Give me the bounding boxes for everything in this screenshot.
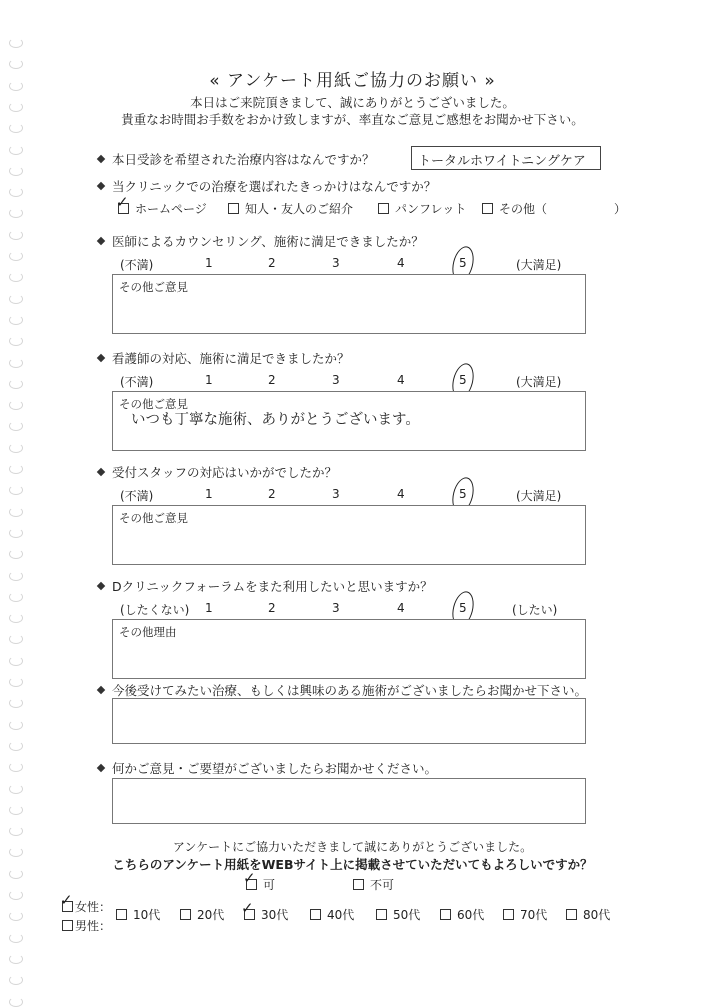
option-homepage-label: ホームページ	[135, 202, 207, 216]
binder-hole-icon	[9, 826, 23, 836]
binder-hole-icon	[9, 549, 23, 559]
rating-option-5[interactable]: 5	[459, 256, 467, 270]
checkbox-age[interactable]	[116, 909, 127, 920]
diamond-bullet-icon	[97, 468, 105, 476]
age-option-label: 10代	[133, 908, 161, 922]
age-option-20s[interactable]	[180, 906, 224, 923]
check-mark-icon: ✓	[116, 193, 129, 211]
question-4-text: 看護師の対応、施術に満足できましたか？	[112, 351, 350, 366]
binder-hole-icon	[9, 272, 23, 282]
question-6	[98, 577, 433, 595]
option-pamphlet-label: パンフレット	[395, 202, 467, 216]
checkbox-age[interactable]	[310, 909, 321, 920]
rating-option-4[interactable]: 4	[397, 373, 405, 387]
checkbox-age[interactable]	[376, 909, 387, 920]
publish-no[interactable]	[353, 876, 394, 893]
age-option-70s[interactable]	[503, 906, 547, 923]
binder-hole-icon	[9, 230, 23, 240]
scale-high-label: (大満足)	[516, 489, 562, 503]
age-option-label: 50代	[393, 908, 421, 922]
comment-box-5[interactable]	[112, 505, 586, 565]
age-option-label: 30代	[261, 908, 289, 922]
binder-hole-icon	[9, 38, 23, 48]
binder-hole-icon	[9, 698, 23, 708]
binder-hole-icon	[9, 294, 23, 304]
checkbox-male[interactable]	[62, 920, 73, 931]
binder-hole-icon	[9, 251, 23, 261]
diamond-bullet-icon	[97, 582, 105, 590]
question-1-text: 本日受診を希望された治療内容はなんですか？	[112, 152, 375, 167]
comment-box-label: その他理由	[119, 625, 177, 639]
check-mark-icon: ✓	[241, 899, 254, 917]
question-2	[98, 177, 436, 195]
binder-hole-icon	[9, 336, 23, 346]
question-8-text: 何かご意見・ご要望がございましたらお聞かせください。	[112, 761, 438, 776]
scale-low-label: (不満)	[120, 375, 154, 389]
handwritten-comment: いつも丁寧な施術、ありがとうございます。	[131, 412, 420, 428]
binder-hole-icon	[9, 379, 23, 389]
option-other[interactable]	[482, 200, 547, 217]
checkbox-age[interactable]	[566, 909, 577, 920]
question-5	[98, 463, 337, 481]
treatment-answer-field[interactable]	[411, 146, 601, 170]
binder-hole-icon	[9, 890, 23, 900]
binder-hole-icon	[9, 166, 23, 176]
binder-hole-icon	[9, 571, 23, 581]
diamond-bullet-icon	[97, 155, 105, 163]
binder-hole-icon	[9, 997, 23, 1007]
question-7-text: 今後受けてみたい治療、もしくは興味のある施術がございましたらお聞かせ下さい。	[112, 683, 588, 698]
age-option-40s[interactable]	[310, 906, 354, 923]
binder-hole-icon	[9, 784, 23, 794]
rating-option-3[interactable]: 3	[332, 601, 340, 615]
publish-no-label: 不可	[370, 878, 395, 892]
diamond-bullet-icon	[97, 686, 105, 694]
rating-option-3[interactable]: 3	[332, 487, 340, 501]
rating-option-1[interactable]: 1	[205, 601, 213, 615]
diamond-bullet-icon	[97, 237, 105, 245]
binder-hole-icon	[9, 421, 23, 431]
binder-hole-icon	[9, 315, 23, 325]
binder-hole-icon	[9, 208, 23, 218]
binder-hole-icon	[9, 656, 23, 666]
rating-option-4[interactable]: 4	[397, 601, 405, 615]
question-5-text: 受付スタッフの対応はいかがでしたか？	[112, 465, 338, 480]
gender-male[interactable]	[62, 917, 111, 934]
age-option-label: 40代	[327, 908, 355, 922]
check-mark-icon: ✓	[243, 869, 256, 887]
diamond-bullet-icon	[97, 354, 105, 362]
question-6-text: Dクリニックフォーラムをまた利用したいと思いますか？	[112, 579, 433, 594]
question-7	[98, 681, 587, 699]
comment-box-4[interactable]	[112, 391, 586, 451]
rating-option-5[interactable]: 5	[459, 373, 467, 387]
checkbox-publish-no[interactable]	[353, 879, 364, 890]
rating-option-5[interactable]: 5	[459, 601, 467, 615]
rating-option-2[interactable]: 2	[268, 601, 276, 615]
binder-hole-icon	[9, 975, 23, 985]
binder-hole-icon	[9, 720, 23, 730]
option-referral[interactable]	[228, 200, 353, 217]
checkbox-other[interactable]	[482, 203, 493, 214]
comment-box-label: その他ご意見	[119, 511, 188, 525]
intro-line-1: 本日はご来院頂きまして、誠にありがとうございました。	[190, 95, 515, 110]
checkbox-pamphlet[interactable]	[378, 203, 389, 214]
binder-hole-icon	[9, 954, 23, 964]
publish-yes-label: 可	[263, 878, 276, 892]
question-2-text: 当クリニックでの治療を選ばれたきっかけはなんですか？	[112, 179, 437, 194]
question-8	[98, 759, 437, 777]
scale-low-label: (不満)	[120, 258, 154, 272]
future-treatment-box[interactable]	[112, 698, 586, 744]
binder-hole-icon	[9, 443, 23, 453]
age-option-60s[interactable]	[440, 906, 484, 923]
option-pamphlet[interactable]	[378, 200, 466, 217]
rating-option-1[interactable]: 1	[205, 256, 213, 270]
diamond-bullet-icon	[97, 182, 105, 190]
rating-option-3[interactable]: 3	[332, 373, 340, 387]
closing-thanks: アンケートにご協力いただきまして誠にありがとうございました。	[172, 840, 533, 854]
age-option-50s[interactable]	[376, 906, 420, 923]
binder-hole-icon	[9, 592, 23, 602]
age-option-label: 70代	[520, 908, 548, 922]
comment-box-3[interactable]	[112, 274, 586, 334]
gender-female-label: 女性：	[75, 900, 112, 914]
rating-option-4[interactable]: 4	[397, 487, 405, 501]
question-4	[98, 349, 350, 367]
checkbox-age[interactable]	[180, 909, 191, 920]
rating-option-2[interactable]: 2	[268, 373, 276, 387]
binder-hole-icon	[9, 762, 23, 772]
checkbox-referral[interactable]	[228, 203, 239, 214]
option-other-label: その他（	[499, 202, 548, 216]
scale-high-label: (大満足)	[516, 258, 562, 272]
question-3	[98, 232, 424, 250]
question-3-text: 医師によるカウンセリング、施術に満足できましたか？	[112, 234, 424, 249]
binder-hole-icon	[9, 933, 23, 943]
comment-box-label: その他ご意見	[119, 397, 188, 411]
binder-hole-icon	[9, 741, 23, 751]
binder-hole-icon	[9, 677, 23, 687]
binder-hole-icon	[9, 911, 23, 921]
binder-hole-icon	[9, 464, 23, 474]
gender-male-label: 男性：	[75, 919, 112, 933]
binder-hole-icon	[9, 187, 23, 197]
age-option-label: 80代	[583, 908, 611, 922]
rating-option-3[interactable]: 3	[332, 256, 340, 270]
option-other-close: ）	[614, 202, 627, 216]
rating-option-2[interactable]: 2	[268, 487, 276, 501]
rating-option-5[interactable]: 5	[459, 487, 467, 501]
binder-hole-icon	[9, 634, 23, 644]
rating-option-2[interactable]: 2	[268, 256, 276, 270]
scale-high-label: (大満足)	[516, 375, 562, 389]
treatment-answer: トータルホワイトニングケア	[418, 154, 586, 169]
rating-option-1[interactable]: 1	[205, 373, 213, 387]
scale-low-label: (不満)	[120, 489, 154, 503]
binder-hole-icon	[9, 507, 23, 517]
binder-hole-icon	[9, 358, 23, 368]
checkbox-age[interactable]	[440, 909, 451, 920]
diamond-bullet-icon	[97, 764, 105, 772]
option-referral-label: 知人・友人のご紹介	[245, 202, 354, 216]
comment-box-6[interactable]	[112, 619, 586, 679]
rating-option-1[interactable]: 1	[205, 487, 213, 501]
intro-line-2: 貴重なお時間お手数をおかけ致しますが、率直なご意見ご感想をお聞かせ下さい。	[121, 112, 584, 127]
rating-option-4[interactable]: 4	[397, 256, 405, 270]
option-homepage[interactable]	[118, 200, 207, 217]
binder-hole-icon	[9, 145, 23, 155]
question-1	[98, 150, 375, 168]
scale-high-label: (したい)	[512, 603, 558, 617]
age-option-label: 60代	[457, 908, 485, 922]
check-mark-icon: ✓	[60, 891, 73, 909]
page-title: « アンケート用紙ご協力のお願い »	[209, 71, 496, 91]
comment-box-label: その他ご意見	[119, 280, 188, 294]
binder-hole-icon	[9, 400, 23, 410]
checkbox-age[interactable]	[503, 909, 514, 920]
binder-hole-icon	[9, 805, 23, 815]
closing-question: こちらのアンケート用紙をWEBサイト上に掲載させていただいてもよろしいですか？	[112, 857, 593, 872]
binder-hole-icon	[9, 485, 23, 495]
age-option-80s[interactable]	[566, 906, 610, 923]
scale-low-label: (したくない)	[120, 603, 190, 617]
binder-hole-icon	[9, 613, 23, 623]
comments-box[interactable]	[112, 778, 586, 824]
binder-hole-icon	[9, 528, 23, 538]
age-option-label: 20代	[197, 908, 225, 922]
age-option-10s[interactable]	[116, 906, 160, 923]
